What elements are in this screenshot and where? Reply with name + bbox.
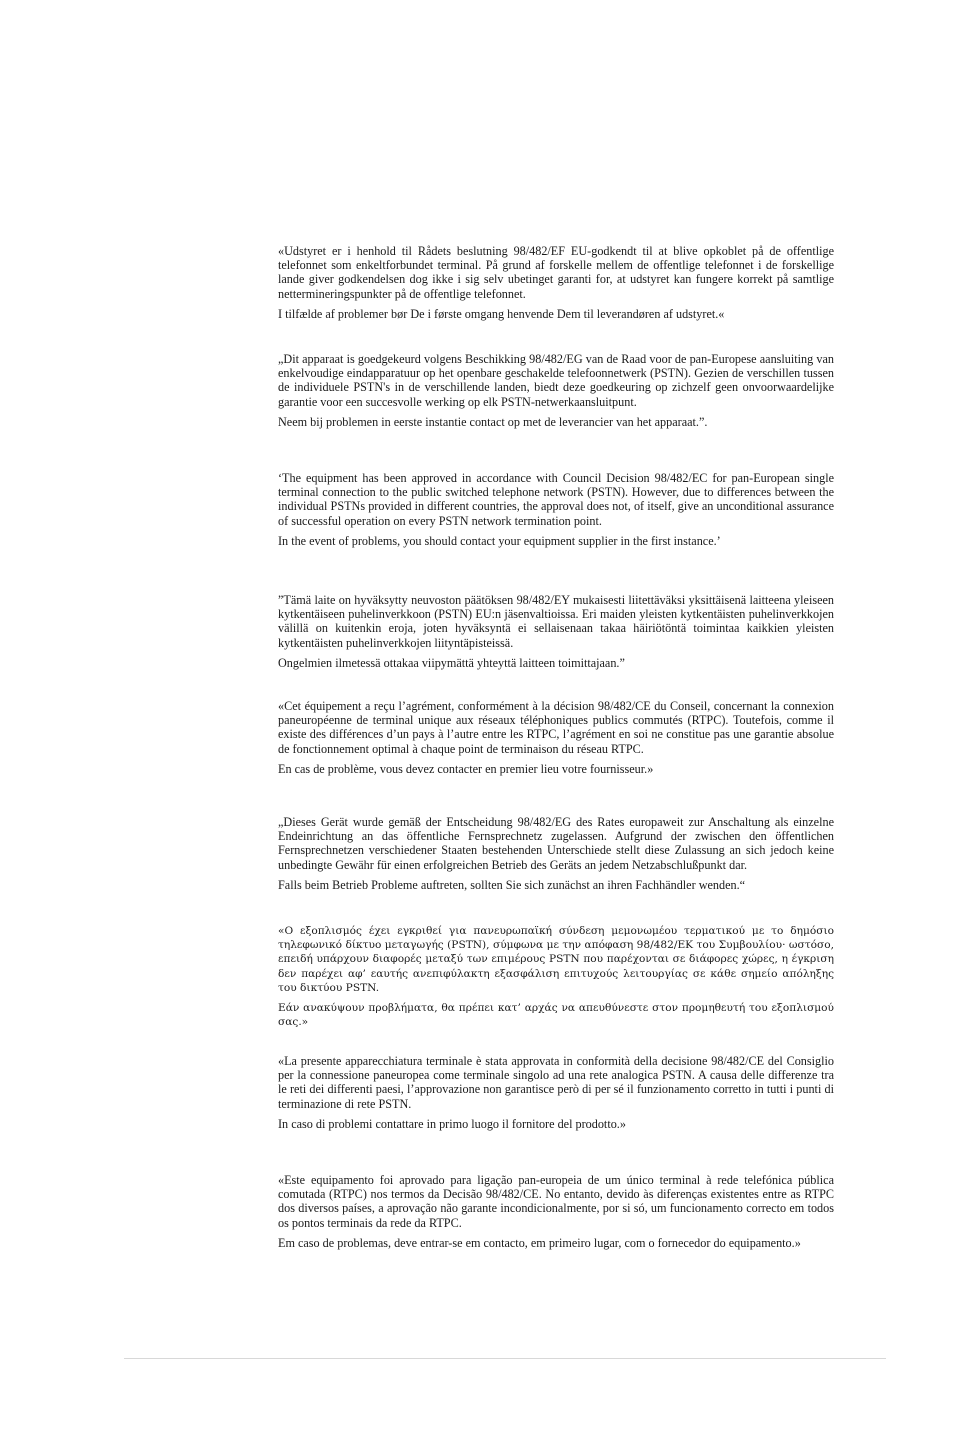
statement-paragraph: In caso di problemi contattare in primo luogo il fornitore del prodotto.» <box>278 1116 626 1131</box>
statement-paragraph: «Cet équipement a reçu l’agrément, conformément à la décision 98/482/CE du Conseil, concernant la connexion paneuropéenne de terminal unique aux réseaux téléphoniques publics commutés (RTPC). Toutefois, comme il existe des différences d’un pays à l’autre entre les RTPC, l’agrément en soi ne constitue pas une garantie absolue de fonctionnement optimal à chaque point de terminaison du réseau RTPC. <box>278 699 834 756</box>
statement-paragraph: „Dieses Gerät wurde gemäß der Entscheidung 98/482/EG des Rates europaweit zur Anschaltung als einzelne Endeinrichtung an das öffentliche Fernsprechnetz zugelassen. Aufgrund der zwischen den öffentlichen Fernsprechnetzen verschiedener Staaten bestehenden Unterschiede stellt diese Zulassung an sich jedoch keine unbedingte Gewähr für einen erfolgreichen Betrieb des Geräts an jedem Netzabschlußpunkt dar. <box>278 815 834 872</box>
statement-paragraph: «Udstyret er i henhold til Rådets beslutning 98/482/EF EU-godkendt til at blive opkoblet på de offentlige telefonnet som enkeltforbundet terminal. På grund af forskelle mellem de offentlige telefonnet i de forskellige lande giver godkendelsen dog ikke i sig selv ubetinget garanti for, at udstyret kan fungere korrekt på samtlige nettermineringspunkter på de offentlige telefonnet. <box>278 244 834 301</box>
statement-portuguese <box>278 1173 834 1250</box>
statement-italian <box>278 1054 834 1131</box>
statement-paragraph: ‘The equipment has been approved in accordance with Council Decision 98/482/EC for pan-European single terminal connection to the public switched telephone network (PSTN). However, due to differences between the individual PSTNs provided in different countries, the approval does not, of itself, give an unconditional assurance of successful operation on every PSTN network termination point. <box>278 471 834 528</box>
statement-paragraph: I tilfælde af problemer bør De i første omgang henvende Dem til leverandøren af udstyret.« <box>278 306 725 321</box>
statement-paragraph: Em caso de problemas, deve entrar-se em contacto, em primeiro lugar, com o fornecedor do equipamento.» <box>278 1235 801 1250</box>
statement-paragraph: Ongelmien ilmetessä ottakaa viipymättä yhteyttä laitteen toimittajaan.” <box>278 655 625 670</box>
statement-german <box>278 815 834 892</box>
statement-paragraph: En cas de problème, vous devez contacter en premier lieu votre fournisseur.» <box>278 761 654 776</box>
footer-divider <box>124 1358 886 1359</box>
statement-french <box>278 699 834 776</box>
statement-dutch <box>278 352 834 429</box>
statement-finnish <box>278 593 834 670</box>
statement-danish <box>278 244 834 321</box>
statement-english <box>278 471 834 548</box>
statement-paragraph: Εάν ανακύψουν προβλήματα, θα πρέπει κατ’ αρχάς να απευθύνεστε στον προμηθευτή του εξοπλισμού σας.» <box>278 1002 834 1029</box>
statement-paragraph: Falls beim Betrieb Probleme auftreten, sollten Sie sich zunächst an ihren Fachhändler wenden.“ <box>278 877 746 892</box>
statement-paragraph: Neem bij problemen in eerste instantie contact op met de leverancier van het apparaat.”. <box>278 414 708 429</box>
statement-paragraph: „Dit apparaat is goedgekeurd volgens Beschikking 98/482/EG van de Raad voor de pan-Europese aansluiting van enkelvoudige eindapparatuur op het openbare geschakelde telefoonnetwerk (PSTN). Gezien de verschillen tussen de individuele PSTN's in de verschillende landen, biedt deze goedkeuring op zichzelf geen onvoorwaardelijke garantie voor een succesvolle werking op elk PSTN-netwerkaansluitpunt. <box>278 352 834 409</box>
statement-paragraph: «Este equipamento foi aprovado para ligação pan-europeia de um único terminal à rede telefónica pública comutada (RTPC) nos termos da Decisão 98/482/CE. No entanto, devido às diferenças existentes entre as RTPC dos diversos países, a aprovação não garante incondicionalmente, por si só, um funcionamento correcto em todos os pontos terminais da rede da RTPC. <box>278 1173 834 1230</box>
statement-paragraph: In the event of problems, you should contact your equipment supplier in the first instance.’ <box>278 533 721 548</box>
statement-paragraph: «Ο εξοπλισμός έχει εγκριθεί για πανευρωπαϊκή σύνδεση μεμονωμέου τερματικού με το δημόσιο τηλεφωνικό δίκτυο μεταγωγής (PSTN), σύμφωνα με την απόφαση 98/482/ΕΚ του Συμβουλίου· ωστόσο, επειδή υπάρχουν διαφορές μεταξύ των επιμέρους PSTN που παρέχονται σε διάφορες χώρες, η έγκριση δεν παρέχει αφ’ εαυτής ανεπιφύλακτη εξασφάλιση επιτυχούς λειτουργίας σε κάθε σημείο απόληξης του δικτύου PSTN. <box>278 925 834 994</box>
statement-paragraph: ”Tämä laite on hyväksytty neuvoston päätöksen 98/482/EY mukaisesti liitettäväksi yksittäisenä laitteena yleiseen kytkentäiseen puhelinverkkoon (PSTN) EU:n jäsenvaltioissa. Eri maiden yleisten kytkentäisten puhelinverkkojen välillä on kuitenkin eroja, joten hyväksyntä ei sellaisenaan takaa häiriötöntä toimintaa kaikkien yleisten kytkentäisten puhelinverkkojen liityntäpisteissä. <box>278 593 834 650</box>
statement-greek <box>278 924 834 1029</box>
statement-paragraph: «La presente apparecchiatura terminale è stata approvata in conformità della decisione 98/482/CE del Consiglio per la connessione paneuropea come terminale singolo ad una rete analogica PSTN. A causa delle differenze tra le reti dei differenti paesi, l’approvazione non garantisce però di per sé il funzionamento corretto in tutti i punti di terminazione di rete PSTN. <box>278 1054 834 1111</box>
